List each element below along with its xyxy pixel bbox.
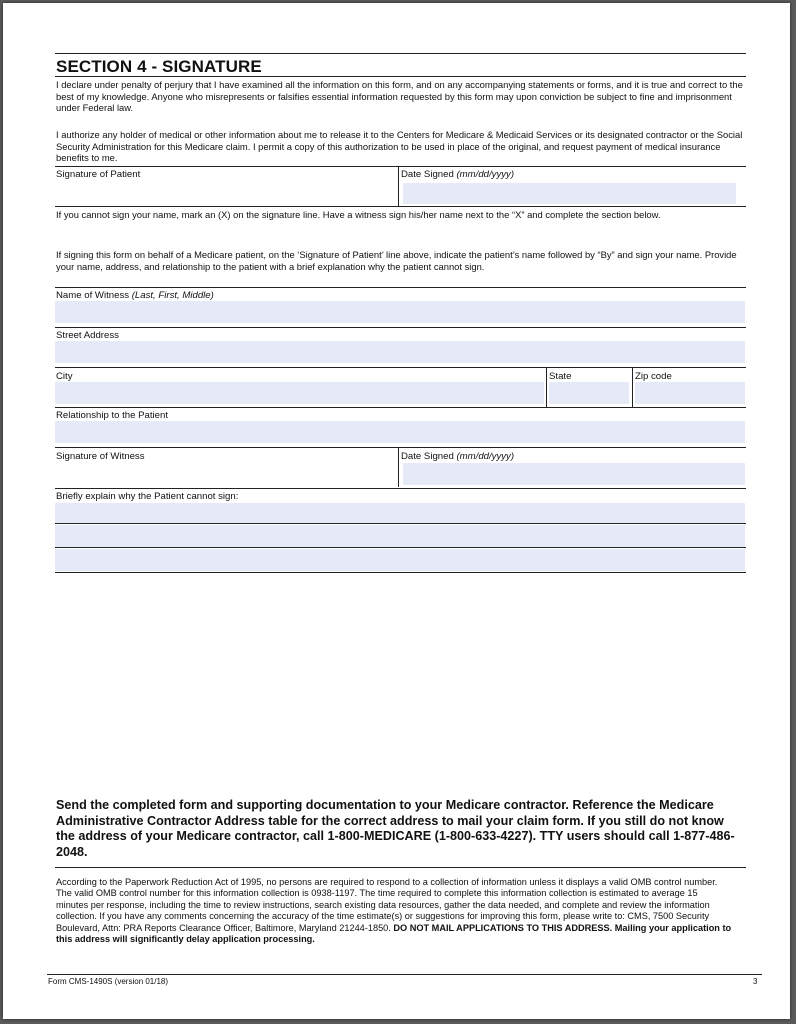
patient-signature-label: Signature of Patient xyxy=(56,169,141,180)
patient-row-divider xyxy=(398,166,399,206)
witness-name-rule xyxy=(55,287,746,288)
witness-signature-divider xyxy=(398,447,399,487)
explain-line-3[interactable] xyxy=(55,549,745,571)
mailing-instructions: Send the completed form and supporting documentation to your Medicare contractor. Reference the Medicare Administrative Contractor Address table for the correct address to mail your claim form. If you still do not know the address of your Medicare contractor, call 1-800-MEDICARE (1-800-633-4227). TTY users should call 1-877-486-2048. xyxy=(56,798,735,859)
patient-row-bottom xyxy=(55,206,746,207)
city-rule xyxy=(55,367,746,368)
explain-line-1-rule xyxy=(55,523,746,524)
paperwork-notice: According to the Paperwork Reduction Act of 1995, no persons are required to respond to a collection of information unless it displays a valid OMB control number. The valid OMB control number for this information collection is 0938-1197. The time required to complete this information collection is estimated to average 15 minutes per response, including the time to review instructions, search existing data resources, gather the data needed, and complete and review the information collection. If you have any comments concerning the accuracy of the time estimate(s) or suggestions for improving this form, please write to: CMS, 7500 Security Boulevard, Attn: PRA Reports Clearance Officer, Baltimore, Maryland 21244-1850. DO NOT MAIL APPLICATIONS TO THIS ADDRESS. Mailing your application to this address will significantly delay application processing. xyxy=(56,877,732,945)
section-title: SECTION 4 - SIGNATURE xyxy=(56,57,262,76)
street-field[interactable] xyxy=(55,341,745,363)
city-label: City xyxy=(56,371,73,382)
city-field[interactable] xyxy=(55,382,544,404)
witness-date-label: Date Signed (mm/dd/yyyy) xyxy=(401,451,515,462)
top-rule xyxy=(55,53,746,54)
street-label: Street Address xyxy=(56,330,119,341)
explain-line-2-rule xyxy=(55,547,746,548)
patient-date-label: Date Signed (mm/dd/yyyy) xyxy=(401,169,515,180)
page-number: 3 xyxy=(753,977,758,986)
state-field[interactable] xyxy=(549,382,629,404)
form-id: Form CMS-1490S (version 01/18) xyxy=(48,977,169,986)
footer-rule xyxy=(47,974,762,975)
patient-row-top xyxy=(55,166,746,167)
zip-field[interactable] xyxy=(635,382,745,404)
authorization-text: I authorize any holder of medical or other information about me to release it to the Centers for Medicare & Medicaid Services or its designated contractor or the Social Security Administration for this Medicare claim. I permit a copy of this authorization to be used in place of the original, and request payment of medical insurance benefits to me. xyxy=(56,129,743,164)
witness-signature-rule xyxy=(55,447,746,448)
mark-x-instructions: If you cannot sign your name, mark an (X) on the signature line. Have a witness sign his/her name next to the “X” and complete the section below. xyxy=(56,209,661,220)
state-divider xyxy=(546,367,547,407)
explain-label: Briefly explain why the Patient cannot sign: xyxy=(56,491,239,502)
witness-signature-label: Signature of Witness xyxy=(56,451,145,462)
witness-name-label: Name of Witness (Last, First, Middle) xyxy=(56,290,214,301)
explain-line-1[interactable] xyxy=(55,503,745,523)
explain-line-2[interactable] xyxy=(55,525,745,547)
relationship-field[interactable] xyxy=(55,421,745,443)
patient-date-field[interactable] xyxy=(403,183,736,204)
zip-divider xyxy=(632,367,633,407)
relationship-label: Relationship to the Patient xyxy=(56,410,169,421)
declaration-text: I declare under penalty of perjury that I have examined all the information on this form, and on any accompanying statements or forms, and it is true and correct to the best of my knowledge. Anyone who misrepresents or falsifies essential information requested by this form may upon conviction be subject to fine and imprisonment under Federal law. xyxy=(56,79,743,114)
zip-label: Zip code xyxy=(635,371,672,382)
form-page xyxy=(3,3,790,1019)
explain-line-3-rule xyxy=(55,572,746,573)
street-rule xyxy=(55,327,746,328)
explain-rule xyxy=(55,488,746,489)
relationship-rule xyxy=(55,407,746,408)
mailing-rule xyxy=(55,867,746,868)
witness-date-field[interactable] xyxy=(403,463,745,485)
state-label: State xyxy=(549,371,572,382)
title-rule xyxy=(55,76,746,77)
witness-name-field[interactable] xyxy=(55,301,745,323)
on-behalf-instructions: If signing this form on behalf of a Medicare patient, on the ‘Signature of Patient’ line above, indicate the patient’s name followed by “By” and sign your name. Provide your name, address, and relationship to the patient with a brief explanation why the patient cannot sign. xyxy=(56,249,737,272)
